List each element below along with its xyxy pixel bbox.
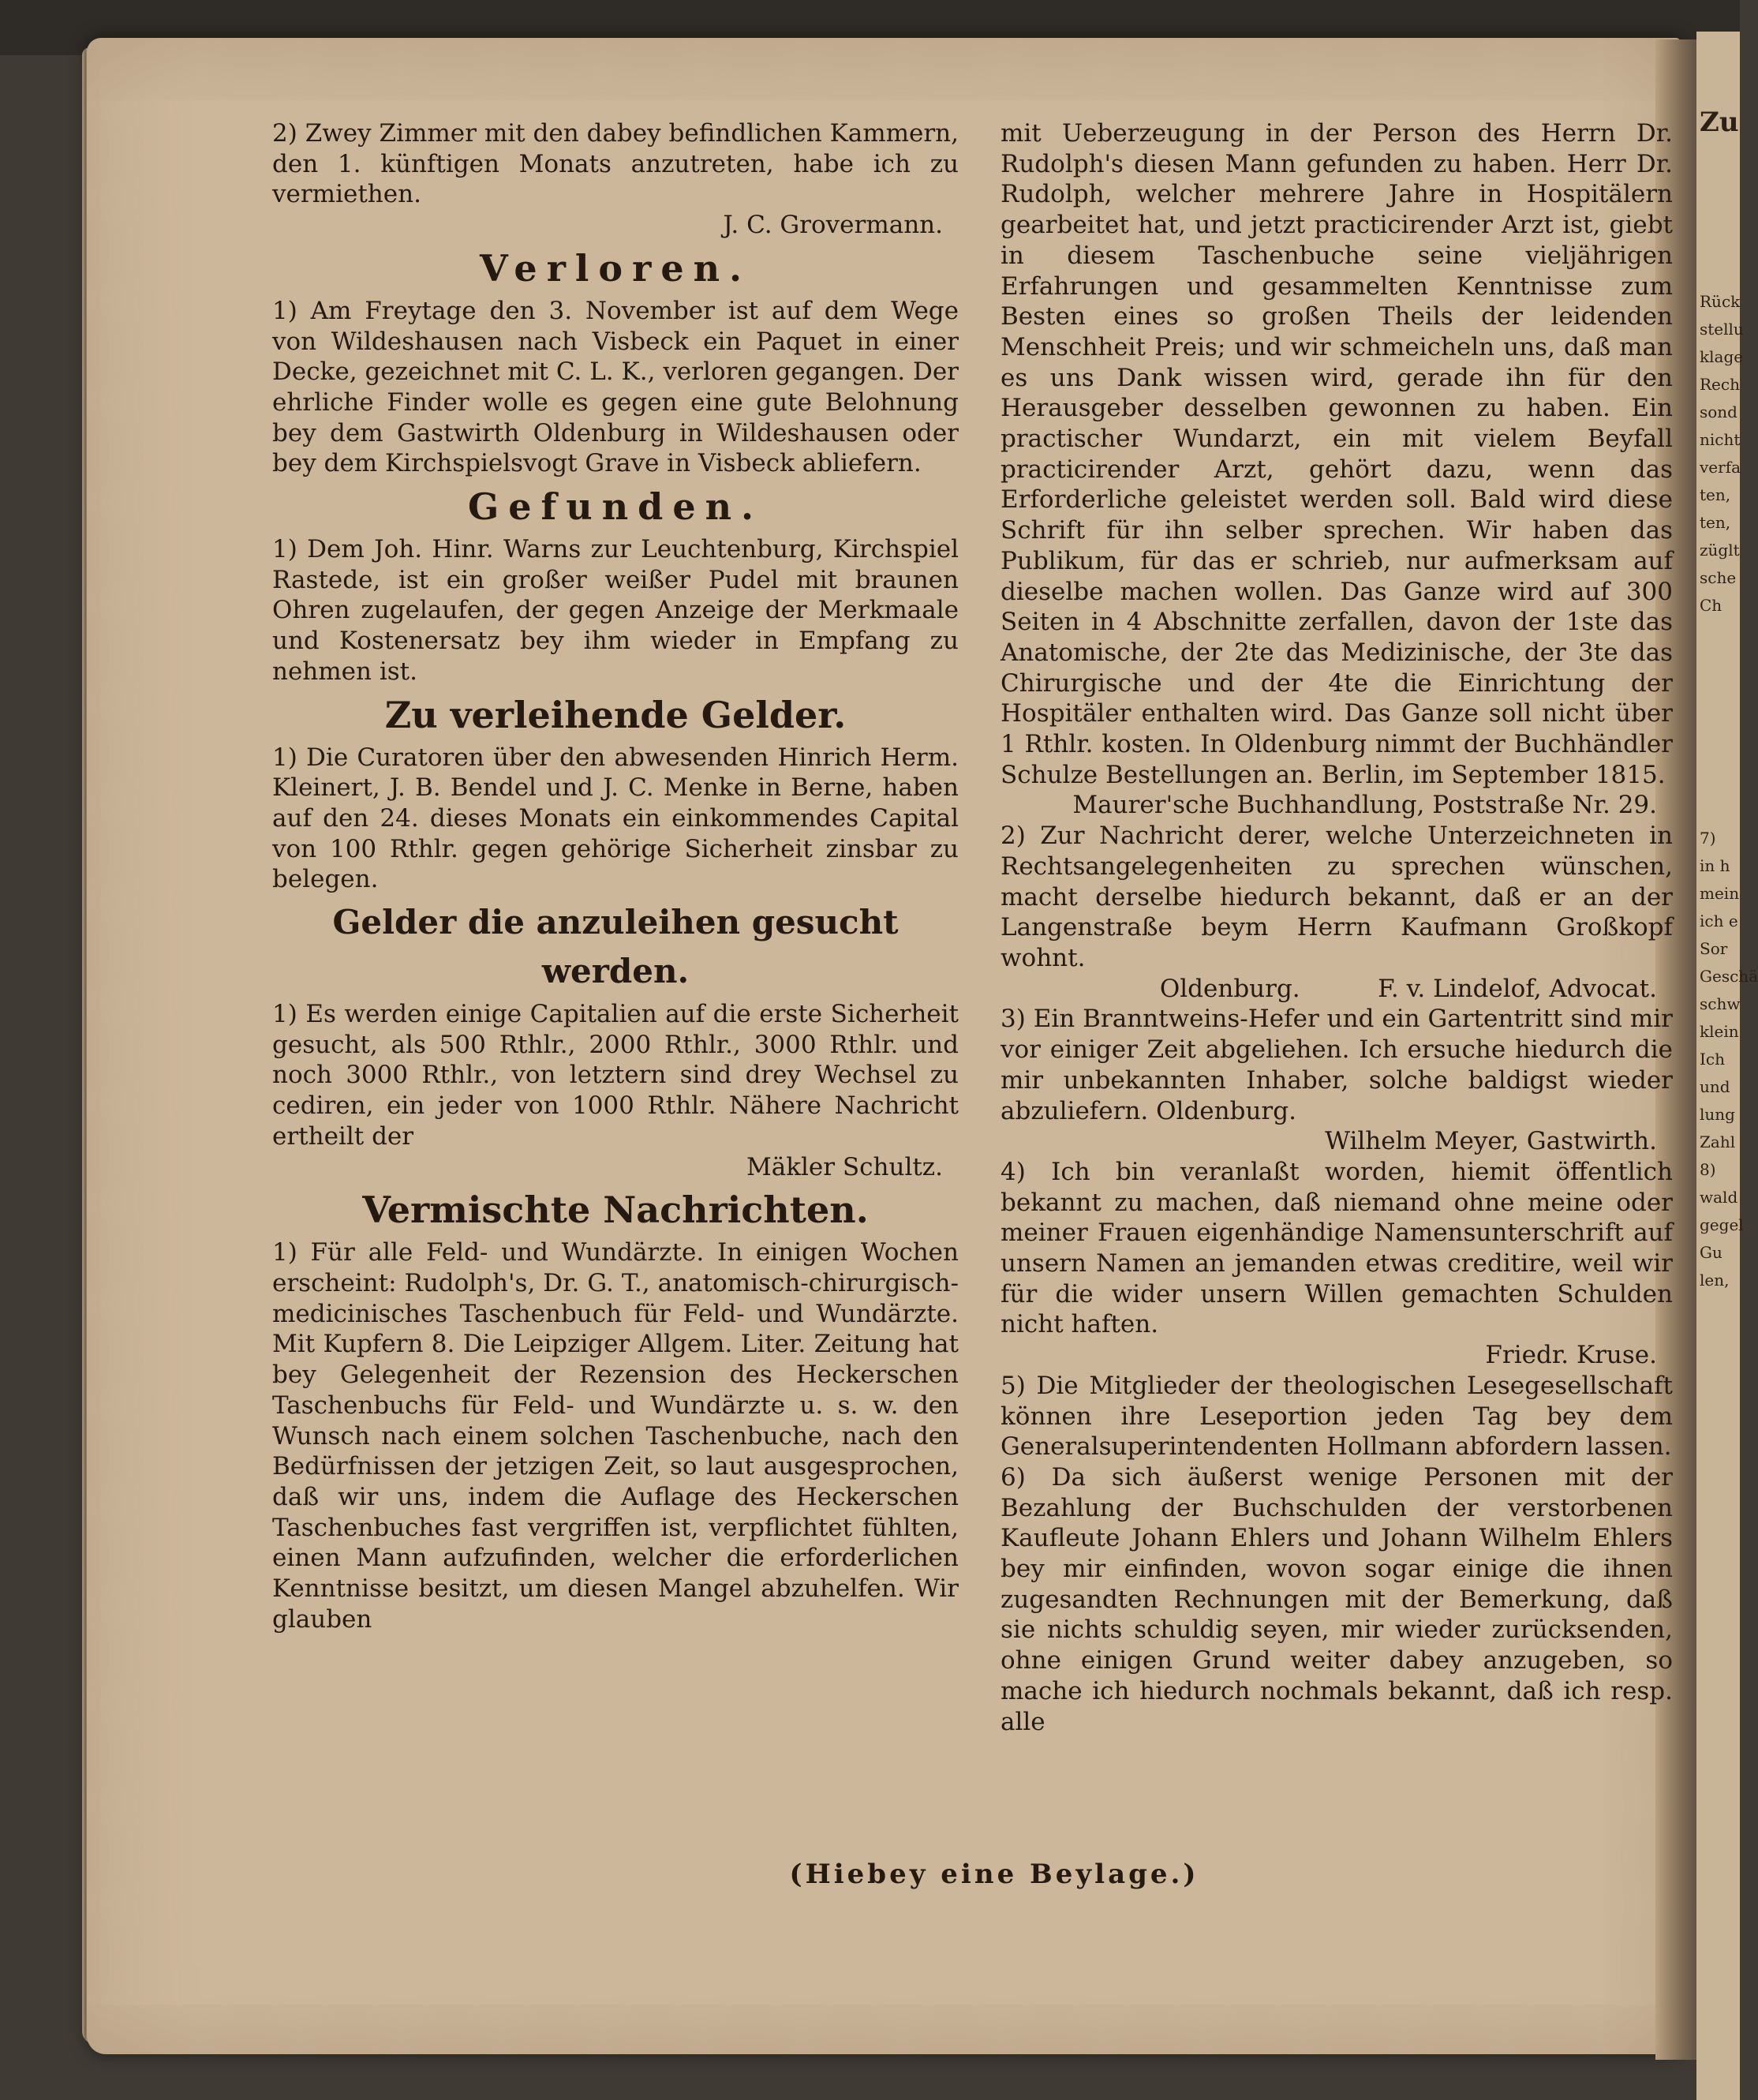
next-page-edge <box>1696 32 1758 2100</box>
next-page-fragment: wald <box>1700 1188 1738 1207</box>
notice-signature: Wilhelm Meyer, Gastwirth. <box>1325 1127 1657 1156</box>
notice-capital: 1) Die Curatoren über den abwesenden Hinrich Herm. Kleinert, J. B. Bendel und J. C. Menke in Berne, haben auf den 24. dieses Monats ein einkommendes Capital von 100 Rthlr. gegen gehörige Sicherheit zinsbar zu belegen. <box>272 743 959 894</box>
notice-signature: Oldenburg. F. v. Lindelof, Advocat. <box>1159 974 1657 1003</box>
next-page-fragment: Rück <box>1700 292 1741 311</box>
next-page-fragment: gegel <box>1700 1215 1744 1234</box>
next-page-fragment: Sor <box>1700 939 1728 958</box>
supplement-note: (Hiebey eine Beylage.) <box>789 1859 1199 1890</box>
section-heading-loans: Zu verleihende Gelder. <box>384 693 847 736</box>
next-page-fragment: schw <box>1700 994 1741 1013</box>
section-heading-gefunden: Gefunden. <box>467 485 764 529</box>
next-page-fragment: und <box>1700 1077 1730 1096</box>
right-column <box>1001 118 1673 1737</box>
next-page-fragment: sond <box>1700 402 1737 421</box>
next-page-fragment: Ch <box>1700 596 1722 615</box>
next-page-fragment: ten, <box>1700 485 1731 504</box>
section-heading-borrowing: Gelder die anzuleihen gesucht werden. <box>332 903 899 991</box>
notice-lost-package: 1) Am Freytage den 3. November ist auf dem Wege von Wildeshausen nach Visbeck ein Paquet in einer Decke, gezeichnet mit C. L. K., verloren gegangen. Der ehrliche Finder wolle es gegen eine gute Belohnung bey dem Gastwirth Oldenburg in Wildeshausen oder bey dem Kirchspielsvogt Grave in Visbeck abliefern. <box>272 296 959 478</box>
left-column <box>272 118 959 1634</box>
next-page-fragment: sche <box>1700 568 1737 587</box>
notice-signature: Maurer'sche Buchhandlung, Poststraße Nr. 29. <box>1072 791 1657 820</box>
next-page-fragment: Zahl <box>1700 1132 1736 1151</box>
next-page-fragment: 8) <box>1700 1160 1716 1179</box>
notice-signature: Friedr. Kruse. <box>1485 1341 1657 1370</box>
next-page-fragment: klage <box>1700 347 1744 366</box>
next-page-fragment: in h <box>1700 856 1730 875</box>
next-page-fragment: Ich <box>1700 1050 1725 1069</box>
section-heading-misc: Vermischte Nachrichten. <box>362 1189 869 1232</box>
notice-rooms: 2) Zwey Zimmer mit den dabey befindlichen Kammern, den 1. künftigen Monats anzutreten, habe ich zu vermiethen. <box>272 119 959 209</box>
notice-reading-society: 5) Die Mitglieder der theologischen Lesegesellschaft können ihre Leseportion jeden Tag bey dem Generalsuperintendenten Hollmann abfordern lassen. <box>1001 1371 1673 1462</box>
next-page-fragment: 7) <box>1700 829 1716 848</box>
next-page-fragment: stellu <box>1700 320 1744 339</box>
next-page-fragment: len, <box>1700 1271 1730 1290</box>
notice-credit: 4) Ich bin veranlaßt worden, hiemit öffentlich bekannt zu machen, daß niemand ohne meine oder meiner Frauen eigenhändige Namensunterschrift auf unsern Namen an jemanden etwas creditire, weil wir für die wider unsern Willen gemachten Schulden nicht haften. <box>1001 1157 1673 1339</box>
notice-borrowed-items: 3) Ein Branntweins-Hefer und ein Gartentritt sind mir vor einiger Zeit abgeliehen. Ich ersuche hiedurch die mir unbekannten Inhaber, solche baldigst wieder abzuliefern. Oldenburg. <box>1001 1005 1673 1125</box>
notice-capital-sought: 1) Es werden einige Capitalien auf die erste Sicherheit gesucht, als 500 Rthlr., 2000 Rthlr., 3000 Rthlr. und noch 3000 Rthlr., von letztern sind drey Wechsel zu cediren, ein jeder von 1000 Rthlr. Nähere Nachricht ertheilt der <box>272 1000 959 1151</box>
next-page-fragment: Geschä <box>1700 967 1758 986</box>
next-page-fragment: verfa <box>1700 458 1741 477</box>
notice-book-debts: 6) Da sich äußerst wenige Personen mit der Bezahlung der Buchschulden der verstorbenen Kaufleute Johann Ehlers und Johann Wilhelm Ehlers bey mir einfinden, wovon sogar einige die ihnen zugesandten Rechnungen mit der Bemerkung, daß sie nichts schuldig seyen, mir wieder zurücksenden, ohne einigen Grund weiter dabey anzugeben, so mache ich hiedurch nochmals bekannt, daß ich resp. alle <box>1001 1462 1673 1736</box>
notice-pocketbook-continued: mit Ueberzeugung in der Person des Herrn Dr. Rudolph's diesen Mann gefunden zu haben. Herr Dr. Rudolph, welcher mehrere Jahre in Hospitälern gearbeitet hat, und jetzt practicirender Arzt ist, giebt in diesem Taschenbuche seine vieljährigen Erfahrungen und gesammelten Kenntnisse zum Besten eines so großen Theils der leidenden Menschheit Preis; und wir schmeicheln uns, daß man es uns Dank wissen wird, gerade ihn für den Herausgeber desselben gewonnen zu haben. Ein practischer Wundarzt, ein mit vielem Beyfall practicirender Arzt, gehört dazu, wenn das Erforderliche geleistet werden soll. Bald wird diese Schrift für ihn selber sprechen. Wir haben das Publikum, für das er schrieb, nur aufmerksam auf dieselbe machen wollen. Das Ganze wird auf 300 Seiten in 4 Abschnitte zerfallen, davon der 1ste das Anatomische, der 2te das Medizinische, der 3te das Chirurgische und der 4te die Einrichtung der Hospitäler enthalten wird. Das Ganze soll nicht über 1 Rthlr. kosten. In Oldenburg nimmt der Buchhändler Schulze Bestellungen an. Berlin, im September 1815. <box>1001 119 1673 789</box>
notice-pocketbook: 1) Für alle Feld- und Wundärzte. In einigen Wochen erscheint: Rudolph's, Dr. G. T., anatomisch-chirurgisch-medicinisches Taschenbuch für Feld- und Wundärzte. Mit Kupfern 8. Die Leipziger Allgem. Liter. Zeitung hat bey Gelegenheit der Rezension des Heckerschen Taschenbuchs für Feld- und Wundärzte u. s. w. den Wunsch nach einem solchen Taschenbuche, nach den Bedürfnissen der jetzigen Zeit, so laut ausgesprochen, daß wir uns, indem die Auflage des Heckerschen Taschenbuches fast vergriffen ist, verpflichtet fühlten, einen Mann aufzufinden, welcher die erforderlichen Kenntnisse besitzt, um diesen Mangel abzuhelfen. Wir glauben <box>272 1238 959 1634</box>
notice-advocate: 2) Zur Nachricht derer, welche Unterzeichneten in Rechtsangelegenheiten zu sprechen wünschen, macht derselbe hiedurch bekannt, daß er an der Langenstraße beym Herrn Kaufmann Großkopf wohnt. <box>1001 822 1673 972</box>
next-page-fragment: Rech <box>1700 375 1740 394</box>
next-page-fragment: ich e <box>1700 911 1738 930</box>
next-page-fragment: lung <box>1700 1105 1735 1124</box>
next-page-fragment: nicht <box>1700 430 1741 449</box>
next-page-fragment: klein <box>1700 1022 1739 1041</box>
notice-found-poodle: 1) Dem Joh. Hinr. Warns zur Leuchtenburg, Kirchspiel Rastede, ist ein großer weißer Pudel mit braunen Ohren zugelaufen, der gegen Anzeige der Merkmaale und Kostenersatz bey ihm wieder in Empfang zu nehmen ist. <box>272 535 959 686</box>
notice-signature: Mäkler Schultz. <box>746 1152 943 1181</box>
next-page-fragment: züglt <box>1700 541 1740 560</box>
next-page-fragment: mein <box>1700 884 1740 903</box>
next-page-fragment: Gu <box>1700 1243 1722 1262</box>
next-page-fragment: Zu <box>1700 107 1739 138</box>
section-heading-verloren: Verloren. <box>479 246 752 290</box>
next-page-fragment: ten, <box>1700 513 1731 532</box>
notice-signature: J. C. Grovermann. <box>723 211 943 240</box>
